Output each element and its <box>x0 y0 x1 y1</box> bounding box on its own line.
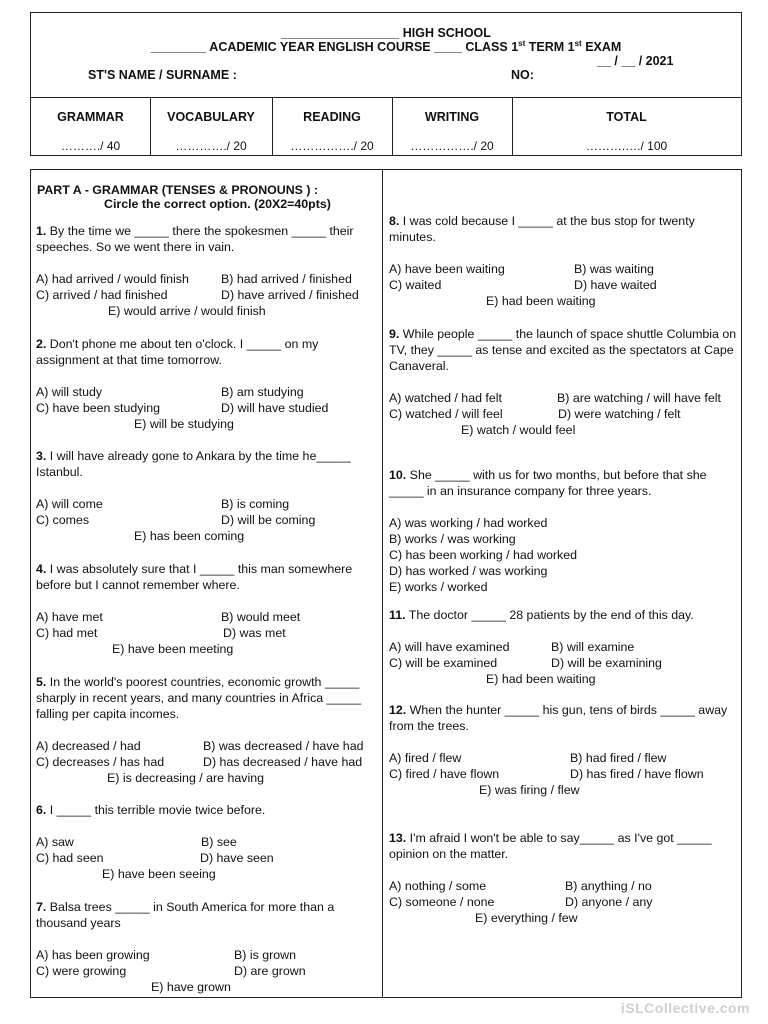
option-b[interactable]: B) are watching / will have felt <box>557 391 721 405</box>
option-a[interactable]: A) had arrived / would finish <box>36 272 189 286</box>
option-d[interactable]: D) were watching / felt <box>558 407 681 421</box>
question-stem: 6. I _____ this terrible movie twice before. <box>36 803 266 817</box>
question-stem: 1. By the time we _____ there the spokesmen _____ their speeches. So we went there in vain. <box>36 224 354 254</box>
options <box>389 515 729 595</box>
option-b[interactable]: B) was waiting <box>574 262 654 276</box>
question-4 <box>36 561 371 657</box>
options <box>36 384 346 432</box>
options <box>36 496 371 544</box>
option-a[interactable]: A) was working / had worked <box>389 516 548 530</box>
option-e[interactable]: E) watch / would feel <box>461 423 576 437</box>
question-stem: 13. I'm afraid I won't be able to say_____ as I've got _____ opinion on the matter. <box>389 831 712 861</box>
school-line: _________________ HIGH SCHOOL <box>281 26 491 40</box>
option-b[interactable]: B) had arrived / finished <box>221 272 352 286</box>
score-value-vocabulary: …………./ 20 <box>175 139 247 153</box>
question-1 <box>36 223 368 319</box>
option-c[interactable]: C) waited <box>389 278 442 292</box>
options <box>389 261 729 309</box>
option-e[interactable]: E) everything / few <box>475 911 578 925</box>
student-name-label: ST'S NAME / SURNAME : <box>88 68 237 82</box>
option-d[interactable]: D) have seen <box>200 851 274 865</box>
question-8 <box>389 213 729 309</box>
question-3 <box>36 448 371 544</box>
option-e[interactable]: E) was firing / flew <box>479 783 580 797</box>
options <box>36 834 371 882</box>
option-a[interactable]: A) nothing / some <box>389 879 487 893</box>
question-stem: 10. She _____ with us for two months, but before that she _____ in an insurance company for three years. <box>389 468 707 498</box>
options <box>389 750 729 798</box>
option-a[interactable]: A) have met <box>36 610 103 624</box>
option-b[interactable]: B) is coming <box>221 497 290 511</box>
option-d[interactable]: D) will be coming <box>221 513 316 527</box>
option-d[interactable]: D) has fired / have flown <box>570 767 704 781</box>
question-stem: 4. I was absolutely sure that I _____ this man somewhere before but I cannot remember where. <box>36 562 353 592</box>
option-c[interactable]: C) someone / none <box>389 895 495 909</box>
question-12 <box>389 702 729 798</box>
option-e[interactable]: E) have been meeting <box>112 642 234 656</box>
option-d[interactable]: D) has decreased / have had <box>203 755 363 769</box>
option-c[interactable]: C) have been studying <box>36 401 160 415</box>
score-value-total: ……….…./ 100 <box>585 139 668 153</box>
option-d[interactable]: D) will have studied <box>221 401 329 415</box>
option-e[interactable]: E) has been coming <box>134 529 245 543</box>
part-a-instruction: Circle the correct option. (20X2=40pts) <box>104 197 331 211</box>
option-a[interactable]: A) fired / flew <box>389 751 462 765</box>
option-d[interactable]: D) have waited <box>574 278 657 292</box>
option-c[interactable]: C) will be examined <box>389 656 498 670</box>
option-a[interactable]: A) saw <box>36 835 74 849</box>
question-stem: 8. I was cold because I _____ at the bus stop for twenty minutes. <box>389 214 695 244</box>
option-b[interactable]: B) had fired / flew <box>570 751 667 765</box>
question-7 <box>36 899 361 995</box>
score-header-writing: WRITING <box>424 110 480 124</box>
option-e[interactable]: E) had been waiting <box>486 294 596 308</box>
option-e[interactable]: E) have been seeing <box>102 867 216 881</box>
exam-header <box>30 12 742 156</box>
option-b[interactable]: B) am studying <box>221 385 304 399</box>
question-stem: 7. Balsa trees _____ in South America for more than a thousand years <box>36 900 335 930</box>
column-divider <box>382 170 383 997</box>
question-stem: 12. When the hunter _____ his gun, tens of birds _____ away from the trees. <box>389 703 728 733</box>
option-b[interactable]: B) anything / no <box>565 879 652 893</box>
option-a[interactable]: A) has been growing <box>36 948 150 962</box>
option-e[interactable]: E) will be studying <box>134 417 234 431</box>
question-stem: 5. In the world's poorest countries, economic growth _____ sharply in recent years, and many countries in Africa _____ falling per capita incomes. <box>36 675 362 721</box>
option-c[interactable]: C) comes <box>36 513 90 527</box>
part-a-title: PART A - GRAMMAR (TENSES & PRONOUNS ) : <box>37 183 319 197</box>
option-d[interactable]: D) has worked / was working <box>389 564 548 578</box>
question-5 <box>36 674 376 786</box>
options <box>36 947 361 995</box>
option-e[interactable]: E) works / worked <box>389 580 488 594</box>
score-value-writing: ……………./ 20 <box>410 139 494 153</box>
question-13 <box>389 830 729 926</box>
question-stem: 3. I will have already gone to Ankara by the time he_____ Istanbul. <box>36 449 351 479</box>
options <box>36 271 368 319</box>
option-d[interactable]: D) anyone / any <box>565 895 653 909</box>
option-c[interactable]: C) fired / have flown <box>389 767 500 781</box>
option-a[interactable]: A) decreased / had <box>36 739 141 753</box>
options <box>389 878 729 926</box>
option-c[interactable]: C) were growing <box>36 964 127 978</box>
score-header-reading: READING <box>303 110 361 124</box>
option-a[interactable]: A) watched / had felt <box>389 391 502 405</box>
course-line: ________ ACADEMIC YEAR ENGLISH COURSE ____ CLASS 1st TERM 1st EXAM <box>150 38 622 54</box>
option-b[interactable]: B) works / was working <box>389 532 516 546</box>
option-c[interactable]: C) had met <box>36 626 98 640</box>
option-e[interactable]: E) had been waiting <box>486 672 596 686</box>
score-header-total: TOTAL <box>606 110 647 124</box>
option-d[interactable]: D) have arrived / finished <box>221 288 359 302</box>
option-e[interactable]: E) have grown <box>151 980 231 994</box>
options <box>389 639 734 687</box>
question-9 <box>389 326 737 438</box>
option-c[interactable]: C) arrived / had finished <box>36 288 168 302</box>
score-header-vocabulary: VOCABULARY <box>167 110 255 124</box>
option-e[interactable]: E) is decreasing / are having <box>107 771 265 785</box>
option-b[interactable]: B) was decreased / have had <box>203 739 364 753</box>
option-c[interactable]: C) watched / will feel <box>389 407 503 421</box>
score-header-grammar: GRAMMAR <box>57 110 124 124</box>
question-6 <box>36 802 371 882</box>
option-c[interactable]: C) has been working / had worked <box>389 548 578 562</box>
option-d[interactable]: D) was met <box>223 626 286 640</box>
option-c[interactable]: C) had seen <box>36 851 104 865</box>
question-2 <box>36 336 346 432</box>
options <box>389 390 737 438</box>
options <box>36 609 371 657</box>
option-b[interactable]: B) see <box>201 835 237 849</box>
question-stem: 11. The doctor _____ 28 patients by the end of this day. <box>389 608 694 622</box>
option-a[interactable]: A) will come <box>36 497 103 511</box>
option-d[interactable]: D) will be examining <box>551 656 662 670</box>
question-10 <box>389 467 729 595</box>
option-a[interactable]: A) will study <box>36 385 103 399</box>
watermark: iSLCollective.com <box>620 1000 750 1016</box>
option-e[interactable]: E) would arrive / would finish <box>108 304 266 318</box>
option-a[interactable]: A) have been waiting <box>389 262 505 276</box>
score-value-grammar: ………./ 40 <box>60 139 121 153</box>
option-d[interactable]: D) are grown <box>234 964 306 978</box>
option-b[interactable]: B) will examine <box>551 640 635 654</box>
question-stem: 2. Don't phone me about ten o'clock. I _____ on my assignment at that time tomorrow. <box>36 337 319 367</box>
student-no-label: NO: <box>511 68 534 82</box>
option-c[interactable]: C) decreases / has had <box>36 755 165 769</box>
question-11 <box>389 607 734 687</box>
score-value-reading: ……………./ 20 <box>290 139 374 153</box>
option-a[interactable]: A) will have examined <box>389 640 510 654</box>
option-b[interactable]: B) would meet <box>221 610 301 624</box>
option-b[interactable]: B) is grown <box>234 948 296 962</box>
options <box>36 738 376 786</box>
score-table-top <box>31 97 741 98</box>
date-line: __ / __ / 2021 <box>597 54 674 68</box>
question-stem: 9. While people _____ the launch of space shuttle Columbia on TV, they _____ as tense and excited as the spectators at Cape Canaveral. <box>389 327 737 373</box>
